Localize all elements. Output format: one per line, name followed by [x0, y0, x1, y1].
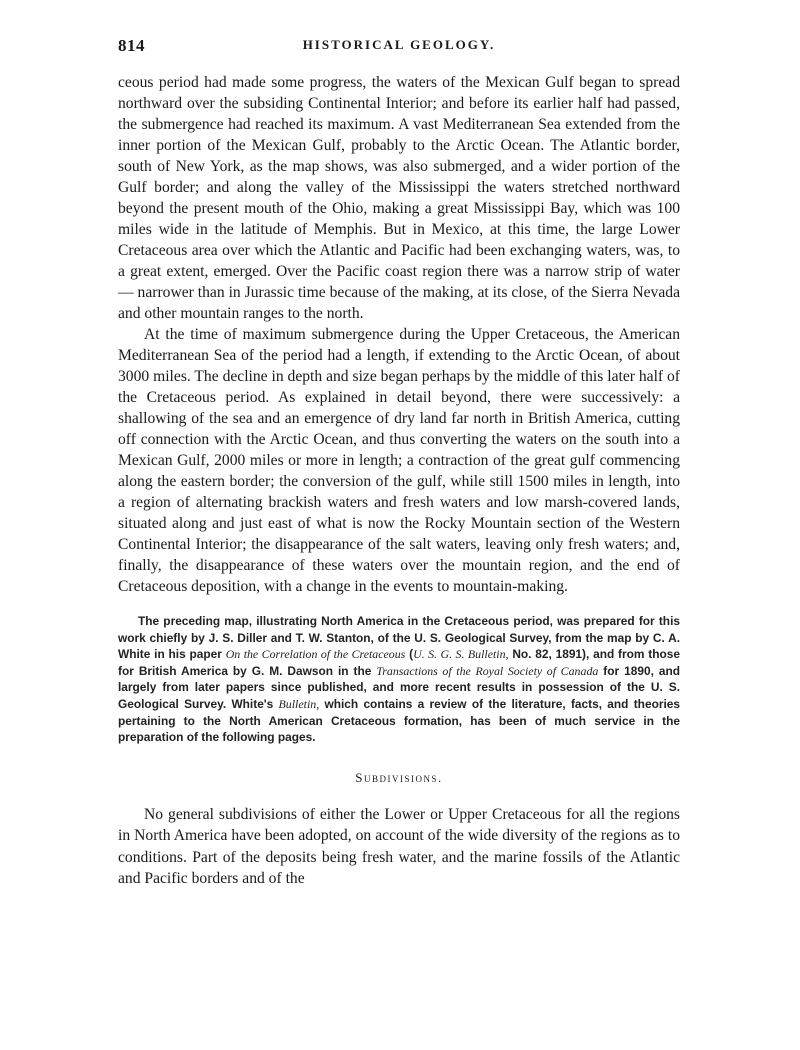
map-note	[118, 613, 680, 746]
section-heading: Subdivisions.	[355, 769, 443, 785]
note-citation-italic: U. S. G. S. Bulletin,	[413, 647, 509, 662]
paragraph-upper-cretaceous: At the time of maximum submergence during the Upper Cretaceous, the American Mediterranean Sea of the period had a length, if extending to the Arctic Ocean, of about 3000 miles. The decline in depth and size began perhaps by the middle of this later half of the Cretaceous period. As explained in detail beyond, there were successively: a shallowing of the sea and an emergence of dry land far north in British America, cutting off connection with the Arctic Ocean, and thus converting the waters on the south into a Mexican Gulf, 2000 miles or more in length; a contraction of the great gulf commencing along the eastern border; the conversion of the gulf, while still 1500 miles in length, into a region of alternating brackish waters and fresh waters and low marsh-covered lands, situated along and just east of what is now the Rocky Mountain section of the Western Continental Interior; the disappearance of the salt waters, leaving only fresh waters; and, finally, the disappearance of these waters over the mountain region, and the end of Cretaceous deposition, with a change in the events to mountain-making.	[118, 326, 680, 595]
note-text: The preceding map, illustrating North America in the Cretaceous period, was prepared for this work chiefly by J. S. Diller and T. W. Stanton, of the U. S. Geological Survey, from the map by C. A. White in his paper	[118, 614, 680, 662]
page-number: 814	[118, 36, 145, 55]
note-text: (	[405, 647, 414, 662]
section-paragraph: No general subdivisions of either the Lower or Upper Cretaceous for all the regions in North America have been adopted, on account of the wide diversity of the regions as to conditions. Part of the deposits being fresh water, and the marine fossils of the Atlantic and Pacific borders and of the	[118, 805, 680, 888]
main-text	[118, 72, 680, 597]
book-page	[118, 36, 680, 890]
running-head	[118, 36, 680, 60]
paragraph-continued: ceous period had made some progress, the waters of the Mexican Gulf began to spread northward over the subsiding Continental Interior; and before its earlier half had passed, the submergence had reached its maximum. A vast Mediterranean Sea extended from the inner portion of the Mexican Gulf, probably to the Arctic Ocean. The Atlantic border, south of New York, as the map shows, was also submerged, and a wider portion of the Gulf border; and along the valley of the Mississippi the waters stretched northward beyond the present mouth of the Ohio, making a great Mississippi Bay, which was 100 miles wide in the latitude of Memphis. But in Mexico, at this time, the large Lower Cretaceous area over which the Atlantic and Pacific had been exchanging waters, was, to a great extent, emerged. Over the Pacific coast region there was a narrow strip of water — narrower than in Jurassic time because of the making, at its close, of the Sierra Nevada and other mountain ranges to the north.	[118, 74, 680, 322]
note-text: No. 82, 1891), and from those for British America by G. M. Dawson in the	[118, 647, 680, 678]
running-title: HISTORICAL GEOLOGY.	[302, 37, 496, 52]
note-text: which contains a review of the literature, facts, and theories pertaining to the North American Cretaceous formation, has been of much service in the preparation of the following pages.	[118, 696, 680, 745]
note-journal-italic: Transactions of the Royal Society of Canada	[376, 663, 599, 678]
note-title-italic: On the Correlation of the Cretaceous	[225, 647, 406, 662]
note-text: for 1890, and largely from later papers since published, and more recent results in possession of the U. S. Geological Survey. White's	[118, 663, 680, 711]
note-bulletin-italic: Bulletin,	[278, 696, 320, 711]
